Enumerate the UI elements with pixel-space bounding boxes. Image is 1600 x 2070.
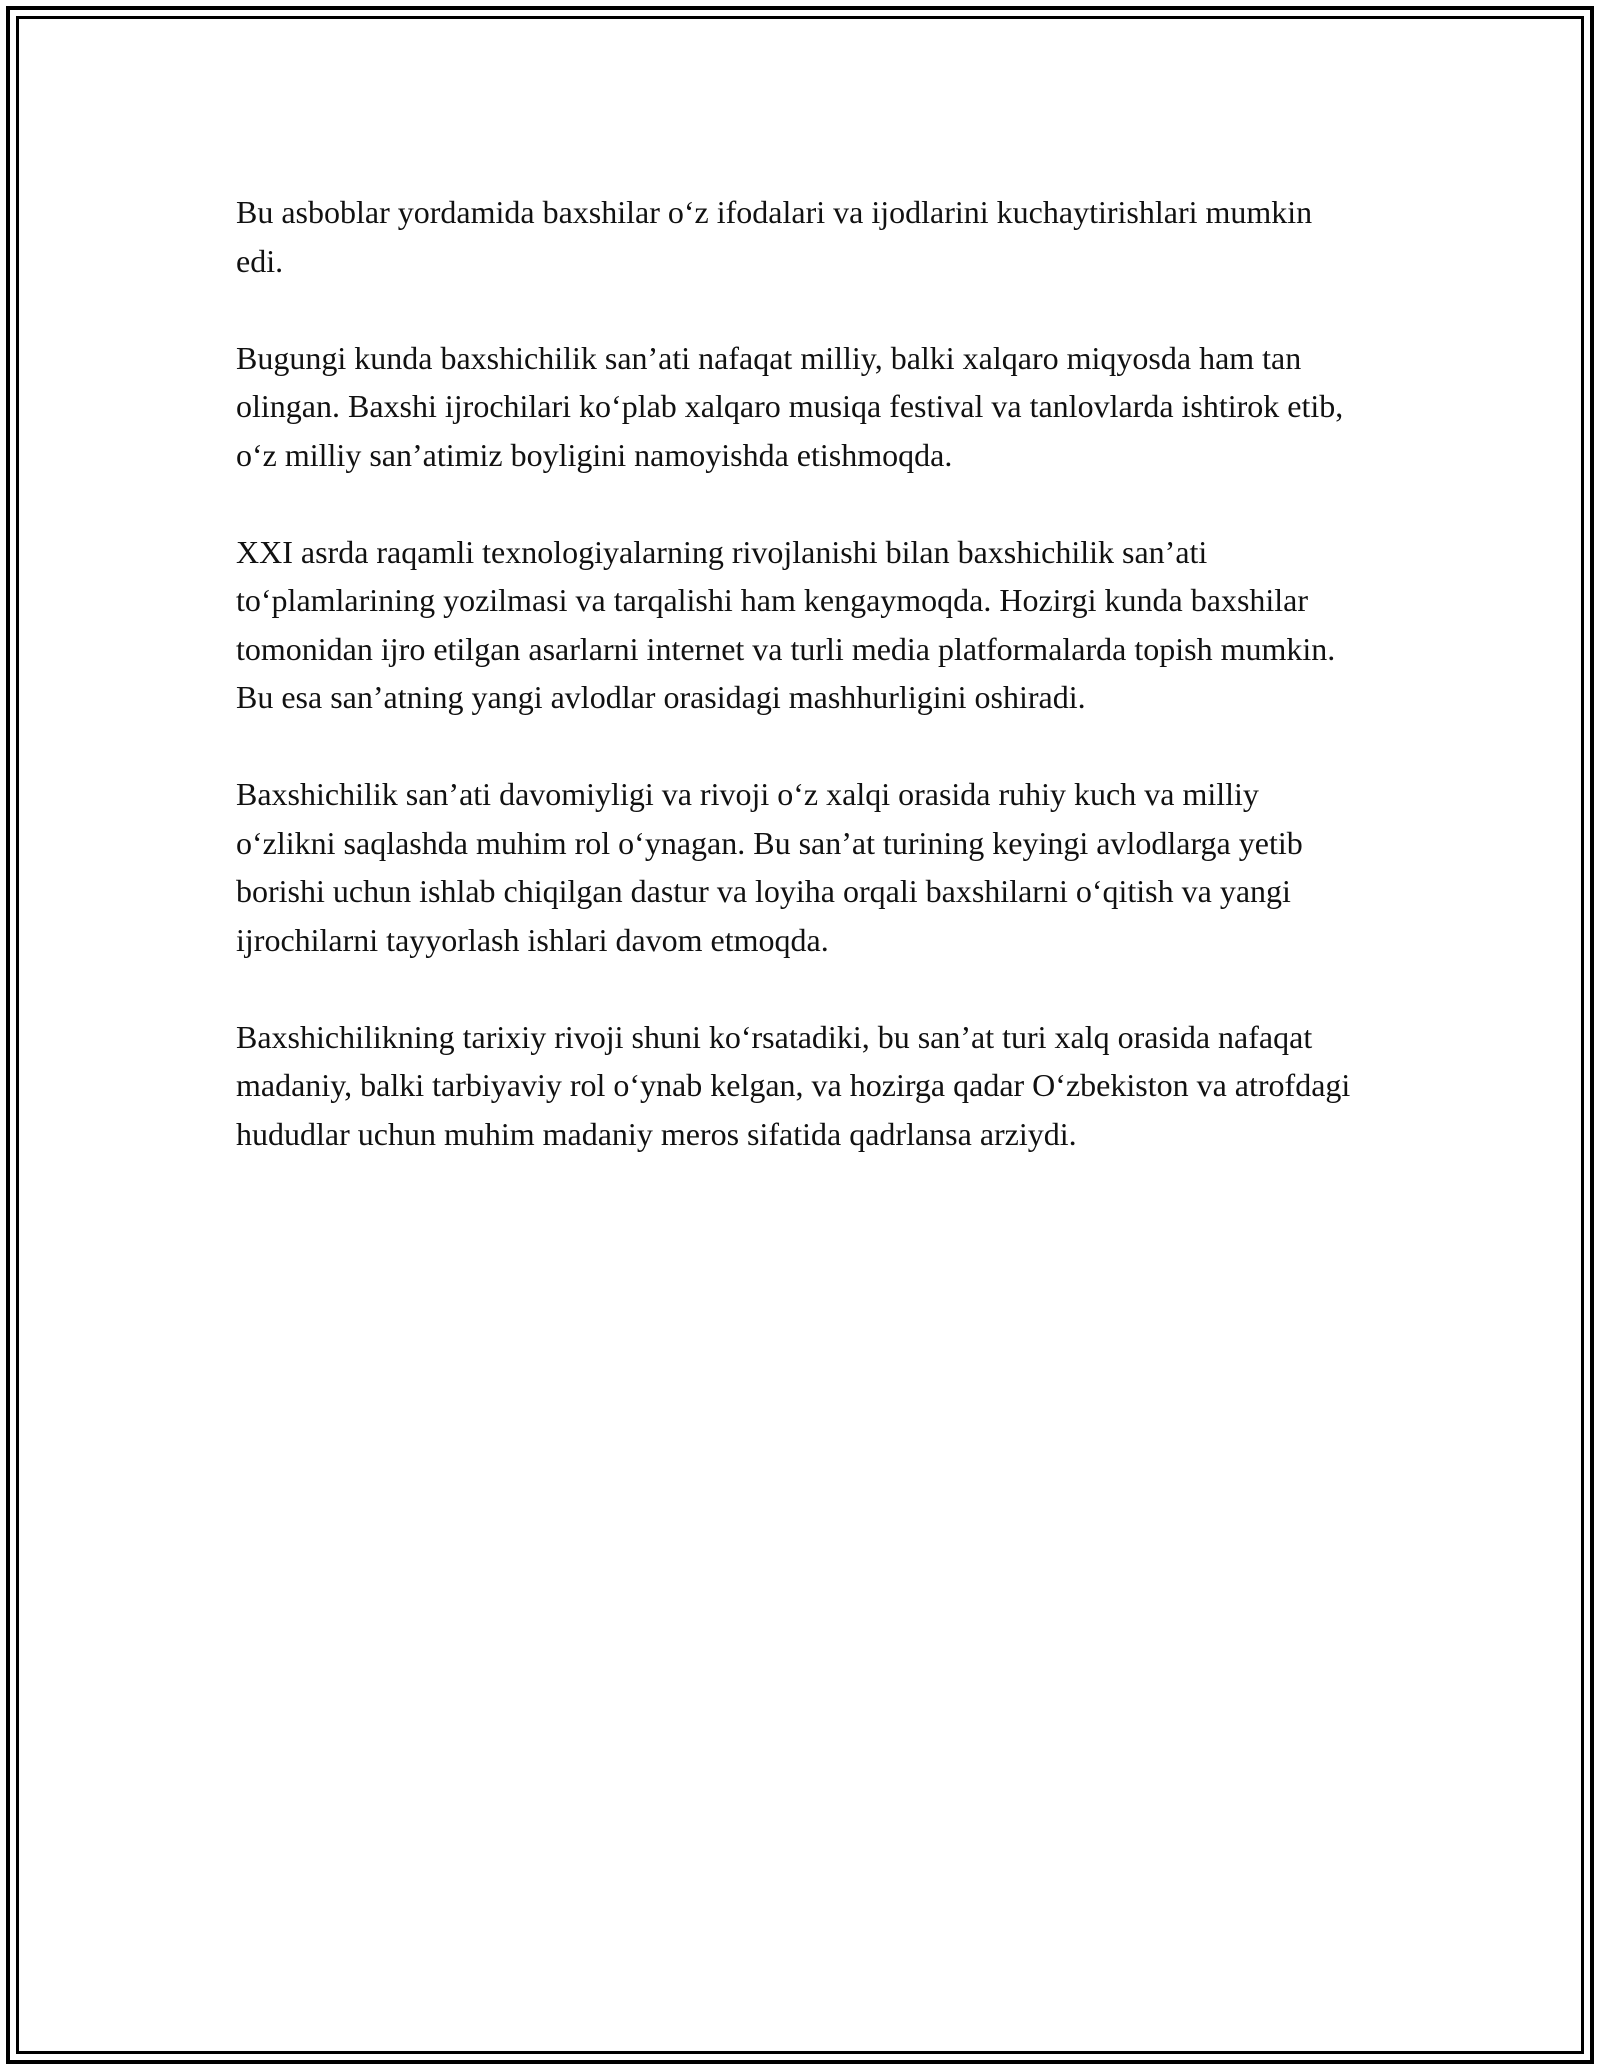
paragraph-1: Bu asboblar yordamida baxshilar o‘z ifodalari va ijodlarini kuchaytirishlari mumkin edi.: [236, 194, 1313, 279]
paragraph-5: Baxshichilikning tarixiy rivoji shuni ko‘rsatadiki, bu san’at turi xalq orasida nafaqat madaniy, balki tarbiyaviy rol o‘ynab kelgan, va hozirga qadar O‘zbekiston va atrofdagi hududlar uchun muhim madaniy meros sifatida qadrlansa arziydi.: [236, 1018, 1351, 1152]
paragraph-3: XXI asrda raqamli texnologiyalarning rivojlanishi bilan baxshichilik san’ati to‘plamlarining yozilmasi va tarqalishi ham kengaymoqda. Hozirgi kunda baxshilar tomonidan ijro etilgan asarlarni internet va turli media platformalarda topish mumkin. Bu esa san’atning yangi avlodlar orasidagi mashhurligini oshiradi.: [236, 533, 1336, 715]
document-body: [236, 188, 1366, 1207]
paragraph-4: Baxshichilik san’ati davomiyligi va rivoji o‘z xalqi orasida ruhiy kuch va milliy o‘zlikni saqlashda muhim rol o‘ynagan. Bu san’at turining keyingi avlodlarga yetib borishi uchun ishlab chiqilgan dastur va loyiha orqali baxshilarni o‘qitish va yangi ijrochilarni tayyorlash ishlari davom etmoqda.: [236, 776, 1303, 958]
paragraph-2: Bugungi kunda baxshichilik san’ati nafaqat milliy, balki xalqaro miqyosda ham tan olingan. Baxshi ijrochilari ko‘plab xalqaro musiqa festival va tanlovlarda ishtirok etib, o‘z milliy san’atimiz boyligini namoyishda etishmoqda.: [236, 339, 1344, 473]
